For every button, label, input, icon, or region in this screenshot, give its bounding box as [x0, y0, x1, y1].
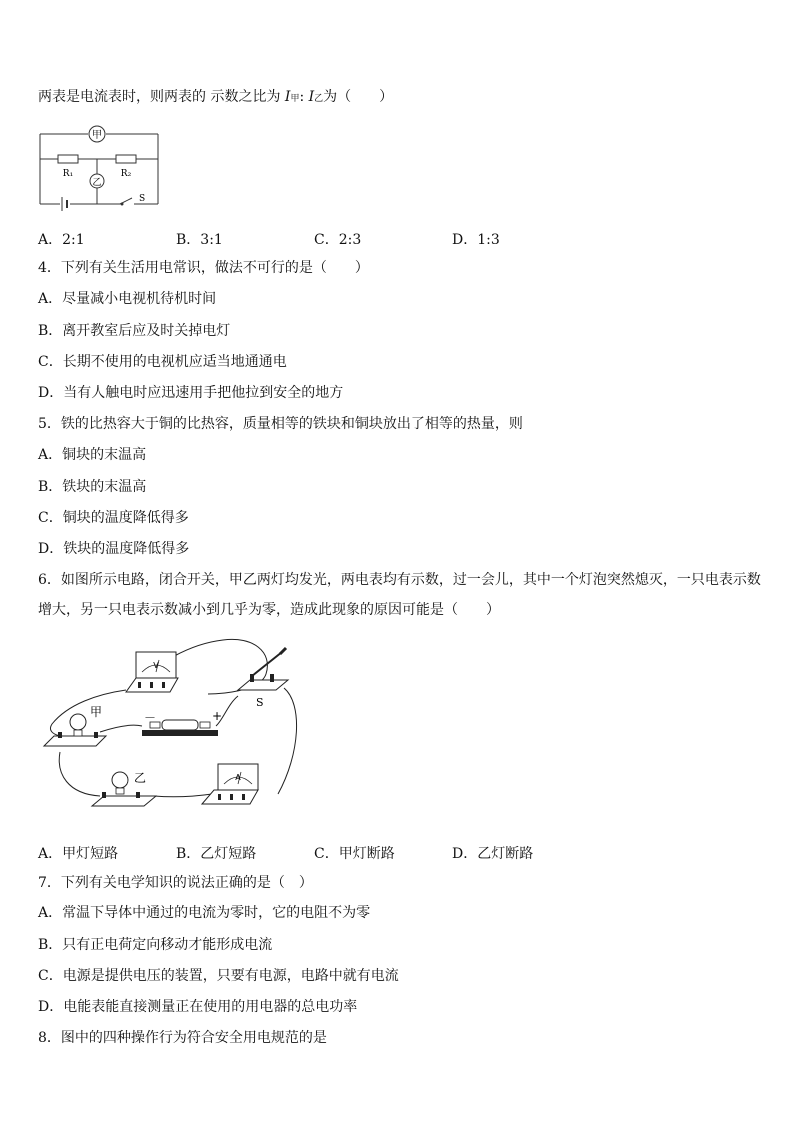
current-sub-a: 甲 — [290, 94, 300, 104]
q3-text-suffix: 为（ ） — [323, 89, 394, 105]
q3-option-c[interactable]: C．2:3 — [314, 232, 362, 248]
q3-text-prefix: 两表是电流表时，则两表的 示数之比为 — [38, 89, 281, 105]
q5-option-c[interactable]: C．铜块的温度降低得多 — [38, 510, 189, 526]
q7-option-a[interactable]: A．常温下导体中通过的电流为零时，它的电阻不为零 — [38, 905, 371, 921]
q4-stem: 4．下列有关生活用电常识，做法不可行的是（ ） — [38, 260, 369, 276]
svg-text:V: V — [153, 661, 159, 670]
switch-label: S — [139, 194, 146, 204]
q4-option-d[interactable]: D．当有人触电时应迅速用手把他拉到安全的地方 — [38, 385, 344, 401]
q6-stem-line2: 增大，另一只电表示数减小到几乎为零，造成此现象的原因可能是（ ） — [38, 602, 500, 618]
current-sub-b: 乙 — [314, 94, 324, 104]
q7-stem: 7．下列有关电学知识的说法正确的是（ ） — [38, 875, 313, 891]
wire-left-down — [59, 752, 100, 796]
q3-option-d[interactable]: D．1:3 — [452, 232, 500, 248]
q4-option-a[interactable]: A．尽量减小电视机待机时间 — [38, 291, 217, 307]
q6-option-c[interactable]: C．甲灯断路 — [314, 846, 395, 862]
q5-option-a[interactable]: A．铜块的末温高 — [38, 447, 147, 463]
lamp-a-icon — [44, 705, 106, 746]
q6-option-b[interactable]: B．乙灯短路 — [176, 846, 257, 862]
current-symbol-a: I — [284, 89, 291, 105]
svg-text:乙: 乙 — [134, 771, 147, 785]
meter-b-label: 乙 — [92, 178, 102, 188]
q7-option-d[interactable]: D．电能表能直接测量正在使用的用电器的总电功率 — [38, 999, 358, 1015]
q5-option-d[interactable]: D．铁块的温度降低得多 — [38, 541, 190, 557]
meter-a-label: 甲 — [92, 130, 102, 141]
r2-label: R₂ — [120, 169, 132, 179]
q6-stem-line1: 6．如图所示电路，闭合开关，甲乙两灯均发光，两电表均有示数，过一会儿，其中一个灯泡突然熄灭，一只电表示数 — [38, 572, 761, 588]
q6-option-d[interactable]: D．乙灯断路 — [452, 846, 534, 862]
battery-icon — [142, 709, 222, 736]
switch-contact — [121, 203, 124, 206]
q5-stem: 5．铁的比热容大于铜的比热容，质量相等的铁块和铜块放出了相等的热量，则 — [38, 416, 523, 432]
wire-lamp-b-ammeter — [154, 794, 212, 797]
svg-text:A: A — [235, 773, 241, 782]
q3-option-a[interactable]: A．2:1 — [38, 232, 85, 248]
ammeter-icon — [202, 764, 258, 804]
q4-option-c[interactable]: C．长期不使用的电视机应适当地通通电 — [38, 354, 287, 370]
voltmeter-icon — [126, 652, 178, 692]
q8-stem: 8．图中的四种操作行为符合安全用电规范的是 — [38, 1030, 327, 1046]
q3-circuit-diagram — [36, 124, 166, 216]
wire-switch-right — [278, 688, 297, 794]
current-symbol-b: I — [308, 89, 315, 105]
q6-circuit-illustration — [38, 634, 300, 816]
q3-option-b[interactable]: B．3:1 — [176, 232, 223, 248]
q4-option-b[interactable]: B．离开教室后应及时关掉电灯 — [38, 323, 231, 339]
r1-label: R₁ — [62, 169, 74, 179]
q7-option-b[interactable]: B．只有正电荷定向移动才能形成电流 — [38, 937, 273, 953]
q7-option-c[interactable]: C．电源是提供电压的装置，只要有电源，电路中就有电流 — [38, 968, 399, 984]
svg-text:S: S — [256, 696, 264, 709]
ratio-colon: : — [299, 89, 305, 105]
lamp-b-icon — [92, 771, 156, 806]
svg-text:－: － — [144, 711, 157, 725]
svg-text:甲: 甲 — [90, 705, 103, 719]
q6-option-a[interactable]: A．甲灯短路 — [38, 846, 119, 862]
q5-option-b[interactable]: B．铁块的末温高 — [38, 479, 147, 495]
wire-lamp-a-battery — [100, 725, 142, 732]
wire-left-top — [50, 690, 126, 736]
svg-text:+: + — [212, 709, 223, 723]
q3-stem-tail — [38, 88, 393, 108]
